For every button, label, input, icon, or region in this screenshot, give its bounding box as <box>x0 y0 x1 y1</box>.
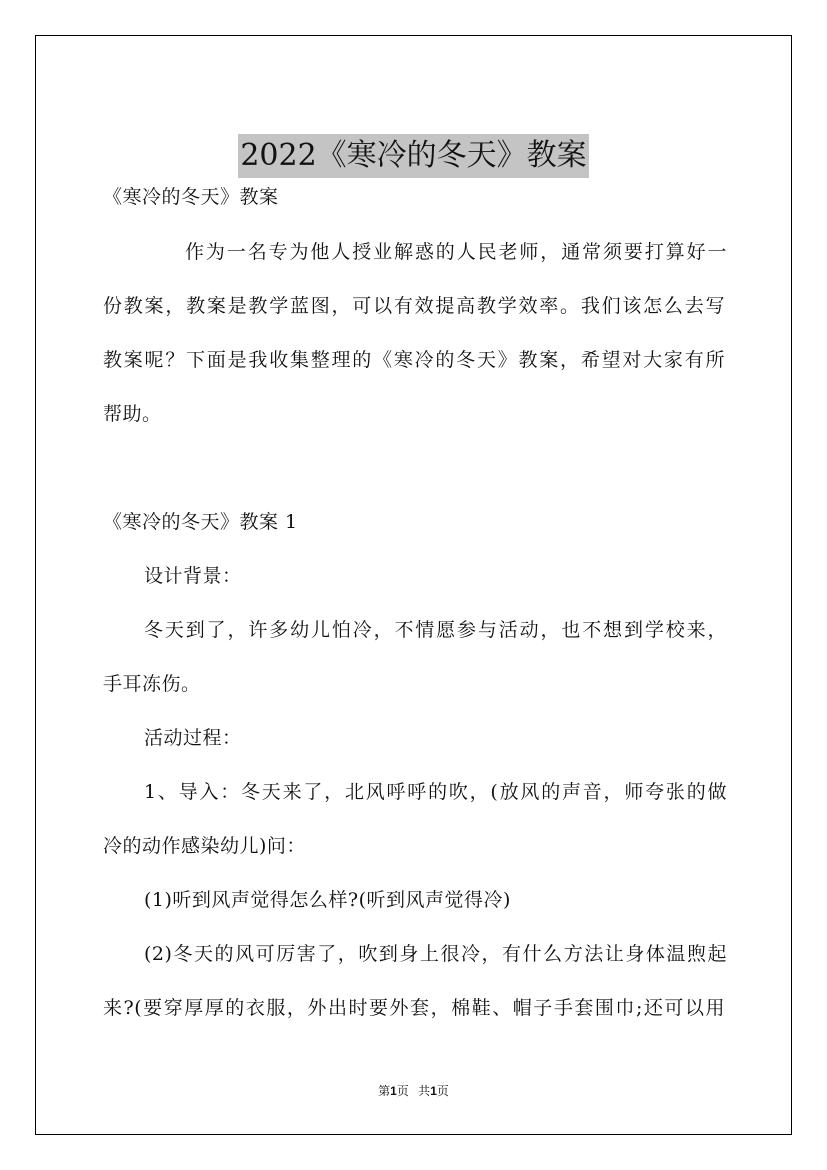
page-footer <box>36 1083 791 1099</box>
paragraph-line: 冬天到了，许多幼儿怕冷，不情愿参与活动，也不想到学校来， <box>144 619 727 641</box>
paragraph-line: 份教案，教案是教学蓝图，可以有效提高教学效率。我们该怎么去写 <box>103 295 725 317</box>
paragraph-line: (2)冬天的风可厉害了，吹到身上很冷，有什么方法让身体温煦起 <box>144 943 727 965</box>
paragraph-line: 1、导入：冬天来了，北风呼呼的吹，(放风的声音，师夸张的做 <box>144 781 727 803</box>
document-page <box>35 35 792 1135</box>
paragraph-line: 设计背景： <box>144 565 242 587</box>
footer-page-number: 1 <box>390 1084 397 1098</box>
document-title: 2022《寒冷的冬天》教案 <box>36 134 791 178</box>
paragraph-line: 手耳冻伤。 <box>103 673 201 695</box>
paragraph-line: 来?(要穿厚厚的衣服，外出时要外套，棉鞋、帽子手套围巾;还可以用 <box>103 997 725 1019</box>
footer-page-suffix: 页 <box>396 1084 409 1098</box>
section-heading: 《寒冷的冬天》教案 <box>103 186 279 208</box>
footer-page-prefix: 第 <box>378 1084 391 1098</box>
paragraph-line: 作为一名专为他人授业解惑的人民老师，通常须要打算好一 <box>185 241 727 263</box>
footer-total-prefix: 共 <box>418 1084 431 1098</box>
footer-total-number: 1 <box>430 1084 437 1098</box>
section-heading: 《寒冷的冬天》教案 1 <box>103 511 298 533</box>
paragraph-line: 帮助。 <box>103 403 162 425</box>
paragraph-line: 冷的动作感染幼儿)问： <box>103 835 306 857</box>
paragraph-line: 活动过程： <box>144 727 242 749</box>
paragraph-line: (1)听到风声觉得怎么样?(听到风声觉得冷) <box>144 889 511 911</box>
paragraph-line: 教案呢？下面是我收集整理的《寒冷的冬天》教案，希望对大家有所 <box>103 349 725 371</box>
footer-total-suffix: 页 <box>436 1084 449 1098</box>
